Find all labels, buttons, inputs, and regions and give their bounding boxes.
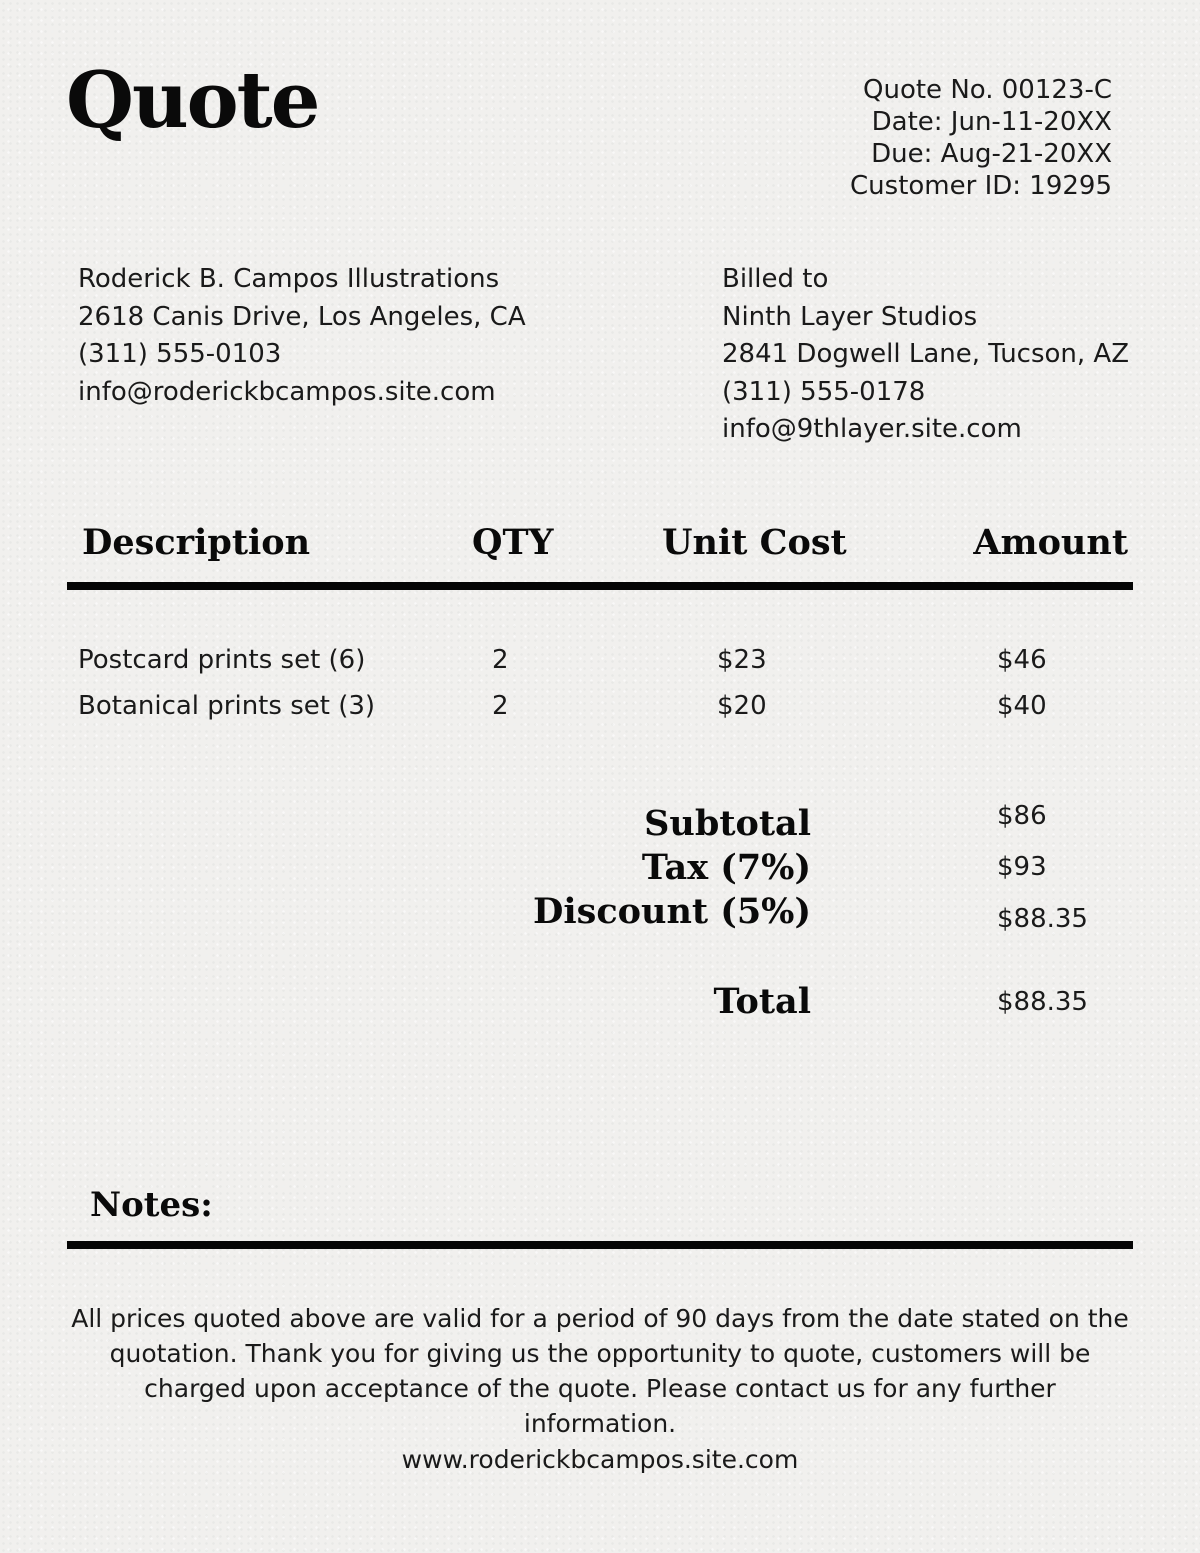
column-header-qty: QTY: [472, 522, 554, 563]
notes-divider: [67, 1241, 1133, 1249]
tax-label: Tax (7%): [641, 847, 811, 888]
client-name: Ninth Layer Studios: [722, 301, 978, 332]
row-1-amount: $46: [997, 645, 1047, 675]
column-header-description: Description: [82, 522, 311, 563]
quote-meta: [850, 74, 1112, 202]
row-1-unit-cost: $23: [717, 645, 767, 675]
total-value: $88.35: [997, 987, 1088, 1017]
notes-text: All prices quoted above are valid for a period of 90 days from the date stated on the quotation. Thank you for giving us the opportunity to quote, customers will be charged upon acceptance of the quote. Please contact us for any further information.: [71, 1304, 1129, 1438]
discount-value: $88.35: [997, 904, 1088, 934]
column-header-amount: Amount: [973, 522, 1128, 563]
column-header-unit-cost: Unit Cost: [662, 522, 847, 563]
sender-address: 2618 Canis Drive, Los Angeles, CA: [78, 301, 526, 332]
client-phone: (311) 555-0178: [722, 376, 926, 407]
quote-number: Quote No. 00123-C: [863, 75, 1112, 105]
row-1-qty: 2: [492, 645, 509, 675]
client-address: 2841 Dogwell Lane, Tucson, AZ: [722, 339, 1130, 369]
row-2-amount: $40: [997, 691, 1047, 721]
sender-address-block: [78, 261, 526, 411]
quote-due-date: Due: Aug-21-20XX: [871, 139, 1112, 169]
website-link[interactable]: www.roderickbcampos.site.com: [401, 1445, 799, 1474]
row-2-description: Botanical prints set (3): [78, 691, 376, 721]
sender-phone: (311) 555-0103: [78, 339, 282, 369]
sender-name: Roderick B. Campos Illustrations: [78, 264, 500, 294]
page-title: Quote: [66, 55, 319, 146]
billed-to-block: [722, 261, 1129, 449]
customer-id: Customer ID: 19295: [850, 171, 1112, 201]
subtotal-value: $86: [997, 801, 1047, 831]
billed-to-label: Billed to: [722, 264, 829, 294]
client-email: info@9thlayer.site.com: [722, 414, 1022, 444]
table-header-divider: [67, 582, 1133, 590]
sender-email: info@roderickbcampos.site.com: [78, 376, 496, 407]
subtotal-label: Subtotal: [644, 803, 811, 844]
quote-date: Date: Jun-11-20XX: [871, 107, 1112, 137]
notes-heading: Notes:: [90, 1185, 213, 1225]
row-2-qty: 2: [492, 691, 509, 721]
tax-value: $93: [997, 852, 1047, 882]
total-label: Total: [713, 981, 811, 1022]
row-2-unit-cost: $20: [717, 691, 767, 721]
discount-label: Discount (5%): [533, 891, 811, 932]
row-1-description: Postcard prints set (6): [78, 645, 366, 675]
